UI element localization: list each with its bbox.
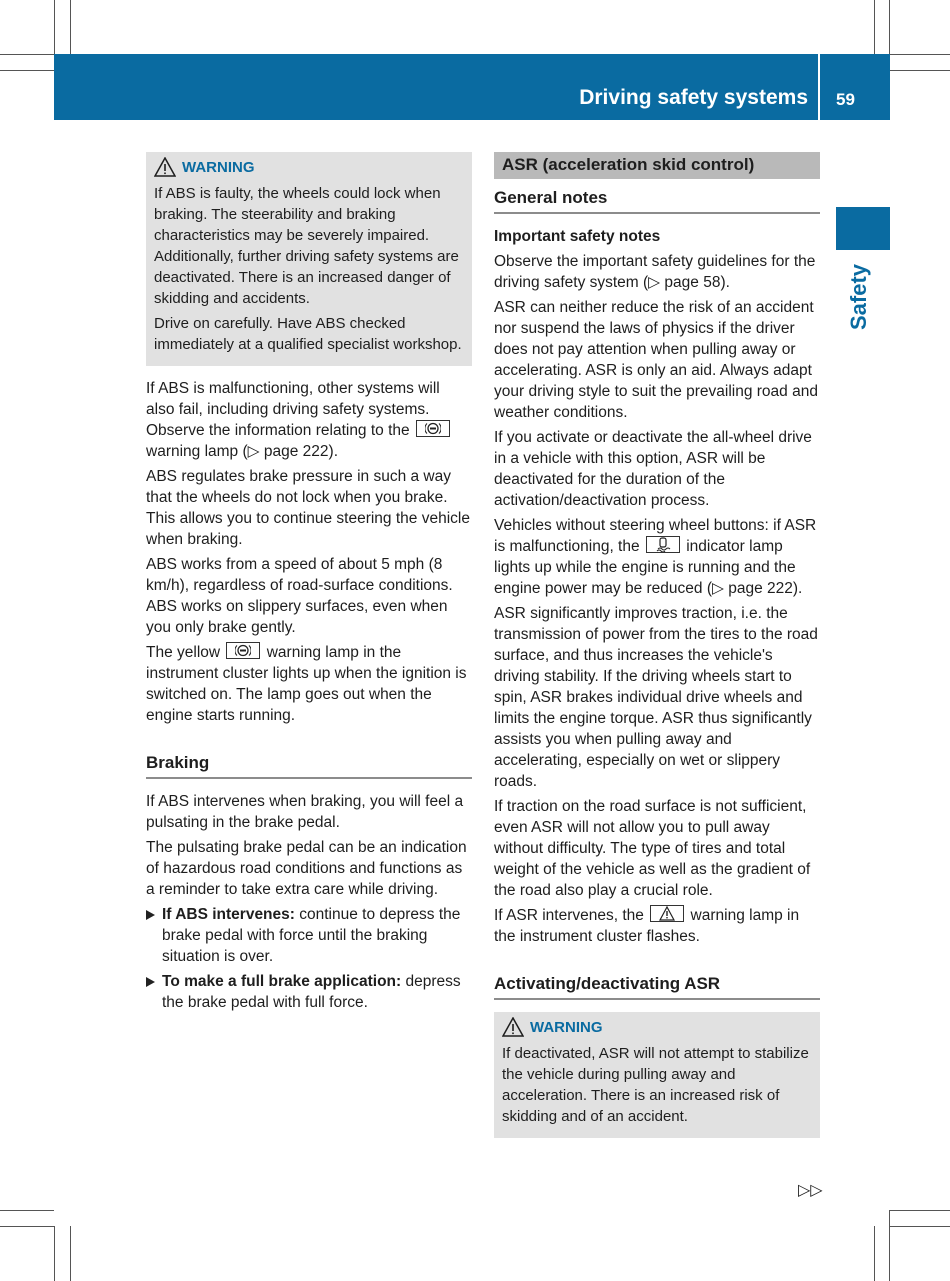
warning-box xyxy=(494,1012,820,1138)
paragraph-text: The yellow xyxy=(146,644,221,661)
abs-icon xyxy=(235,643,251,658)
paragraph-text: Vehicles without steering wheel buttons: if ASR is malfunctioning, the xyxy=(494,517,817,555)
instruction-step xyxy=(146,971,472,1013)
crop-mark xyxy=(890,54,950,55)
abs-icon xyxy=(425,421,441,436)
warning-label: WARNING xyxy=(530,1018,603,1036)
crop-mark xyxy=(54,0,55,54)
crop-mark xyxy=(70,1226,71,1281)
right-column xyxy=(494,152,820,1150)
paragraph-text: indicator lamp lights up while the engine is running and the engine power may be reduced (▷ page 222). xyxy=(494,538,803,597)
step-label: To make a full brake application: xyxy=(162,973,402,990)
section-title: ASR (acceleration skid control) xyxy=(494,152,820,179)
paragraph: ABS works from a speed of about 5 mph (8 km/h), regardless of road-surface conditions. ABS works on slippery surfaces, even when you only brake gently. xyxy=(146,556,453,636)
left-column xyxy=(146,152,472,1017)
paragraph: If ABS intervenes when braking, you will feel a pulsating in the brake pedal. xyxy=(146,793,464,831)
subheading: Important safety notes xyxy=(494,228,661,245)
chapter-label: Safety xyxy=(846,263,871,330)
instruction-step xyxy=(146,904,472,967)
paragraph xyxy=(146,378,472,462)
paragraph xyxy=(146,642,472,726)
warning-triangle-icon xyxy=(659,906,675,921)
crop-mark xyxy=(70,0,71,54)
step-label: If ABS intervenes: xyxy=(162,906,295,923)
warning-heading xyxy=(154,155,464,179)
crop-mark xyxy=(874,1226,875,1281)
crop-mark xyxy=(874,0,875,54)
paragraph: Observe the important safety guidelines for the driving safety system (▷ page 58). xyxy=(494,253,816,291)
paragraph: If you activate or deactivate the all-wheel drive in a vehicle with this option, ASR will be deactivated for the duration of the activation/deactivation process. xyxy=(494,429,812,509)
paragraph xyxy=(494,515,820,599)
paragraph: The pulsating brake pedal can be an indication of hazardous road conditions and functions as a reminder to take extra care while driving. xyxy=(146,839,467,898)
warning-triangle-icon xyxy=(154,157,176,177)
warning-box xyxy=(146,152,472,366)
crop-mark xyxy=(890,1210,950,1211)
step-arrow-icon xyxy=(146,910,155,920)
page-header xyxy=(54,54,890,120)
header-title: Driving safety systems xyxy=(579,86,808,109)
crop-mark xyxy=(889,0,890,54)
warning-text: If ABS is faulty, the wheels could lock when braking. The steerability and braking characteristics may be severely impaired. Additionally, further driving safety systems are deactivated. There is an increased danger of skidding and accidents. xyxy=(154,185,459,307)
crop-mark xyxy=(0,54,54,55)
paragraph-text: If ABS is malfunctioning, other systems will also fail, including driving safety systems. Observe the information relating to the xyxy=(146,380,440,439)
crop-mark xyxy=(54,1226,55,1281)
paragraph: If traction on the road surface is not sufficient, even ASR will not allow you to pull away without difficulty. The type of tires and total weight of the vehicle as well as the gradient of the road also play a crucial role. xyxy=(494,798,811,899)
paragraph: ASR can neither reduce the risk of an accident nor suspend the laws of physics if the driver does not pay attention when pulling away or accelerating. ASR is only an aid. Always adapt your driving style to suit the prevailing road and weather conditions. xyxy=(494,299,818,421)
warning-triangle-icon xyxy=(502,1017,524,1037)
paragraph-text: warning lamp in the instrument cluster lights up when the ignition is switched on. The lamp goes out when the engine starts running. xyxy=(146,644,467,724)
step-arrow-icon xyxy=(146,977,155,987)
header-divider xyxy=(818,54,820,120)
step-text: depress the brake pedal with full force. xyxy=(162,973,461,1011)
warning-label: WARNING xyxy=(182,158,255,176)
section-heading-braking: Braking xyxy=(146,752,472,779)
crop-mark xyxy=(0,1210,54,1211)
asr-lamp-symbol xyxy=(646,536,680,553)
warning-lamp-symbol xyxy=(650,905,684,922)
abs-lamp-symbol xyxy=(416,420,450,437)
chapter-tab xyxy=(836,207,890,250)
section-heading-activating: Activating/deactivating ASR xyxy=(494,973,820,1000)
paragraph-text: If ASR intervenes, the xyxy=(494,907,644,924)
skid-icon xyxy=(655,537,671,552)
paragraph-text: warning lamp (▷ page 222). xyxy=(146,443,338,460)
paragraph xyxy=(494,905,820,947)
page-number: 59 xyxy=(836,90,855,109)
crop-mark xyxy=(0,1226,54,1227)
warning-heading xyxy=(502,1015,812,1039)
section-heading-general: General notes xyxy=(494,187,820,214)
crop-mark xyxy=(890,70,950,71)
paragraph: ABS regulates brake pressure in such a way that the wheels do not lock when you brake. This allows you to continue steering the vehicle when braking. xyxy=(146,468,470,548)
crop-mark xyxy=(890,1226,950,1227)
warning-text: Drive on carefully. Have ABS checked immediately at a qualified specialist workshop. xyxy=(154,315,462,353)
paragraph-text: warning lamp in the instrument cluster flashes. xyxy=(494,907,800,945)
continue-marker: ▷▷ xyxy=(798,1182,823,1199)
crop-mark xyxy=(0,70,54,71)
crop-mark xyxy=(889,1210,890,1281)
step-text: continue to depress the brake pedal with force until the braking situation is over. xyxy=(162,906,461,965)
paragraph: ASR significantly improves traction, i.e. the transmission of power from the tires to the road surface, and thus increases the vehicle's driving stability. If the driving wheels start to spin, ASR brakes individual drive wheels and limits the engine torque. ASR thus significantly assists you when pulling away and accelerating, especially on wet or slippery roads. xyxy=(494,605,818,790)
warning-text: If deactivated, ASR will not attempt to stabilize the vehicle during pulling away and acceleration. There is an increased risk of skidding and of an accident. xyxy=(502,1045,809,1125)
abs-lamp-symbol xyxy=(226,642,260,659)
